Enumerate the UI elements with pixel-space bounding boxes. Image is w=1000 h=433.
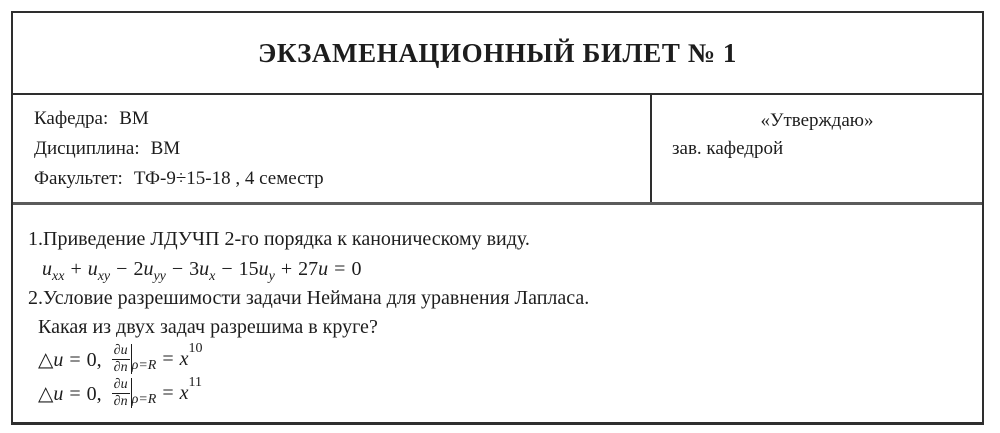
discipline-value: ВМ	[150, 138, 181, 159]
math-term	[238, 258, 275, 284]
question-1-text: 1.Приведение ЛДУЧП 2-го порядка к каноническому виду.	[28, 228, 530, 250]
math-operator: =	[69, 348, 81, 371]
department-value: ВМ	[119, 108, 149, 129]
math-operator: =	[69, 382, 81, 405]
question-2-text: 2.Условие разрешимости задачи Неймана для уравнения Лапласа.	[28, 287, 590, 309]
math-term	[298, 258, 328, 280]
partial-derivative-fraction	[112, 344, 130, 375]
questions-section	[13, 205, 982, 422]
math-term	[87, 258, 111, 284]
math-exponent: 10	[188, 341, 203, 356]
laplacian-symbol: △	[38, 382, 54, 405]
math-number: 0	[351, 258, 362, 280]
department-row	[34, 104, 650, 134]
math-operator: −	[221, 258, 233, 280]
question-1-formula	[42, 254, 976, 284]
math-subscript: y	[268, 269, 275, 284]
math-subscript: x	[209, 269, 216, 284]
discipline-row	[34, 134, 650, 164]
partial-derivative-fraction	[112, 378, 130, 409]
math-term	[42, 258, 65, 284]
math-operator: =	[162, 381, 174, 404]
math-term	[189, 258, 216, 284]
faculty-row	[34, 164, 650, 194]
info-section	[13, 95, 982, 205]
math-operator: −	[116, 258, 128, 280]
math-coefficient: 27	[298, 258, 319, 280]
math-operator: −	[171, 258, 184, 280]
info-left-cell	[13, 95, 652, 202]
math-base: u	[199, 258, 210, 280]
evaluation-condition: ρ=R	[131, 392, 157, 407]
approver-title: зав. кафедрой	[672, 138, 784, 159]
math-base: u	[318, 258, 329, 280]
evaluation-condition: ρ=R	[131, 358, 157, 373]
boundary-equation-2	[38, 376, 976, 410]
department-label: Кафедра:	[34, 108, 109, 129]
math-base: u	[143, 258, 154, 280]
math-subscript: yy	[153, 269, 166, 284]
faculty-value: ТФ-9÷15-18 , 4 семестр	[133, 168, 324, 189]
ticket-title: ЭКЗАМЕНАЦИОННЫЙ БИЛЕТ № 1	[257, 37, 738, 68]
math-number: 0,	[86, 348, 102, 371]
math-base: u	[258, 258, 269, 280]
laplace-lhs	[38, 347, 102, 372]
exam-ticket	[11, 11, 984, 425]
math-coefficient: 3	[189, 258, 200, 280]
fraction-numerator: ∂u	[113, 376, 128, 392]
approve-quote: «Утверждаю»	[760, 110, 874, 131]
math-base: u	[42, 258, 52, 280]
math-operator: =	[162, 347, 174, 370]
math-base: u	[53, 348, 64, 371]
math-base: x	[179, 347, 189, 370]
laplace-lhs	[38, 381, 102, 406]
math-base: u	[53, 382, 64, 405]
math-subscript: xx	[52, 269, 65, 284]
math-operator: +	[280, 258, 293, 280]
laplacian-symbol: △	[38, 348, 54, 371]
approval-cell	[652, 95, 982, 202]
question-2-subtext: Какая из двух задач разрешима в круге?	[38, 316, 378, 338]
math-coefficient: 2	[133, 258, 144, 280]
math-coefficient: 15	[238, 258, 259, 280]
ticket-header	[13, 13, 982, 95]
math-exponent: 11	[188, 375, 202, 390]
math-operator: +	[70, 258, 82, 280]
fraction-denominator: ∂n	[113, 393, 128, 409]
math-number: 0,	[86, 382, 102, 405]
boundary-equation-1	[38, 342, 976, 376]
math-term	[133, 258, 166, 284]
math-base: x	[179, 381, 189, 404]
faculty-label: Факультет:	[34, 168, 123, 189]
discipline-label: Дисциплина:	[34, 138, 140, 159]
math-base: u	[87, 258, 98, 280]
fraction-numerator: ∂u	[113, 342, 128, 358]
fraction-denominator: ∂n	[113, 359, 128, 375]
math-subscript: xy	[97, 269, 111, 284]
math-operator: =	[334, 258, 346, 280]
